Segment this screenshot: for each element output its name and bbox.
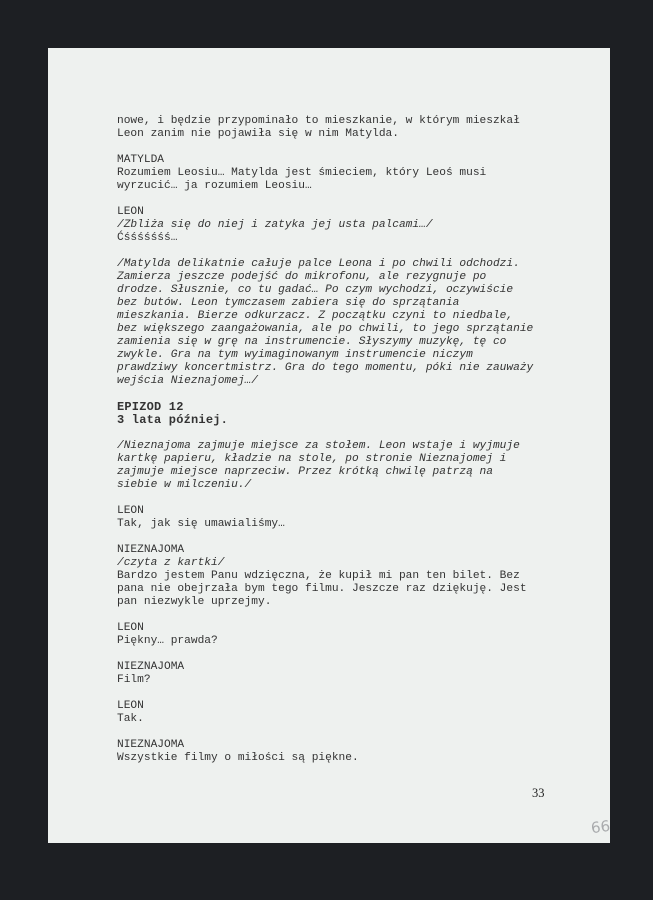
text-line: Bardzo jestem Panu wdzięczna, że kupił mi pan ten bilet. Bez — [117, 570, 520, 582]
text-line: nowe, i będzie przypominało to mieszkanie, w którym mieszkał — [117, 115, 520, 127]
text-line: bez butów. Leon tymczasem zabiera się do sprzątania — [117, 297, 460, 309]
dialogue-nieznajoma-1 — [117, 544, 557, 609]
pencil-annotation: 66 — [589, 816, 612, 838]
speaker-name: LEON — [117, 206, 144, 218]
episode-header — [117, 401, 557, 427]
dialogue-leon-2 — [117, 505, 557, 531]
text-line: pan niezwykle uprzejmy. — [117, 596, 272, 608]
narration-continued — [117, 115, 557, 141]
text-line: mieszkania. Bierze odkurzacz. Z początku czyni to niedbale, — [117, 310, 514, 322]
text-line: Ćśśśśśśś… — [117, 232, 178, 244]
speaker-name: NIEZNAJOMA — [117, 739, 185, 751]
speaker-name: LEON — [117, 505, 144, 517]
speaker-name: NIEZNAJOMA — [117, 661, 185, 673]
text-line: Film? — [117, 674, 151, 686]
dialogue-matylda — [117, 154, 557, 193]
speaker-name: NIEZNAJOMA — [117, 544, 185, 556]
text-line: Piękny… prawda? — [117, 635, 218, 647]
text-line: Wszystkie filmy o miłości są piękne. — [117, 752, 359, 764]
document-page — [48, 48, 610, 843]
text-line: wyrzucić… ja rozumiem Leosiu… — [117, 180, 312, 192]
text-line: bez większego zaangażowania, ale po chwili, to jego sprzątanie — [117, 323, 534, 335]
text-line: siebie w milczeniu./ — [117, 479, 252, 491]
dialogue-leon-3 — [117, 622, 557, 648]
dialogue-leon-4 — [117, 700, 557, 726]
text-line: /Nieznajoma zajmuje miejsce za stołem. Leon wstaje i wyjmuje — [117, 440, 520, 452]
text-line: Rozumiem Leosiu… Matylda jest śmieciem, który Leoś musi — [117, 167, 487, 179]
script-text — [117, 115, 557, 778]
text-line: zamienia się w grę na instrumencie. Słyszymy muzykę, tę co — [117, 336, 507, 348]
text-line: Tak, jak się umawialiśmy… — [117, 518, 285, 530]
stage-direction-block — [117, 258, 557, 388]
text-line: Leon zanim nie pojawiła się w nim Matylda. — [117, 128, 399, 140]
text-line: wejścia Nieznajomej…/ — [117, 375, 258, 387]
text-line: /Matylda delikatnie całuje palce Leona i po chwili odchodzi. — [117, 258, 520, 270]
stage-direction-block — [117, 440, 557, 492]
stage-direction: /czyta z kartki/ — [117, 557, 225, 569]
text-line: pana nie obejrzała bym tego filmu. Jeszcze raz dziękuję. Jest — [117, 583, 527, 595]
speaker-name: MATYLDA — [117, 154, 164, 166]
text-line: drodze. Słusznie, co tu gadać… Po czym wychodzi, oczywiście — [117, 284, 514, 296]
episode-time: 3 lata później. — [117, 413, 229, 427]
text-line: Tak. — [117, 713, 144, 725]
text-line: zajmuje miejsce naprzeciw. Przez krótką chwilę patrzą na — [117, 466, 493, 478]
dialogue-nieznajoma-3 — [117, 739, 557, 765]
stage-direction: /Zbliża się do niej i zatyka jej usta palcami…/ — [117, 219, 433, 231]
text-line: kartkę papieru, kładzie na stole, po stronie Nieznajomej i — [117, 453, 507, 465]
text-line: prawdziwy koncertmistrz. Gra do tego momentu, póki nie zauważy — [117, 362, 534, 374]
episode-title: EPIZOD 12 — [117, 400, 184, 414]
text-line: Zamierza jeszcze podejść do mikrofonu, ale rezygnuje po — [117, 271, 487, 283]
dialogue-nieznajoma-2 — [117, 661, 557, 687]
speaker-name: LEON — [117, 700, 144, 712]
text-line: zwykle. Gra na tym wyimaginowanym instrumencie niczym — [117, 349, 473, 361]
dialogue-leon-1 — [117, 206, 557, 245]
speaker-name: LEON — [117, 622, 144, 634]
page-number: 33 — [532, 786, 545, 800]
